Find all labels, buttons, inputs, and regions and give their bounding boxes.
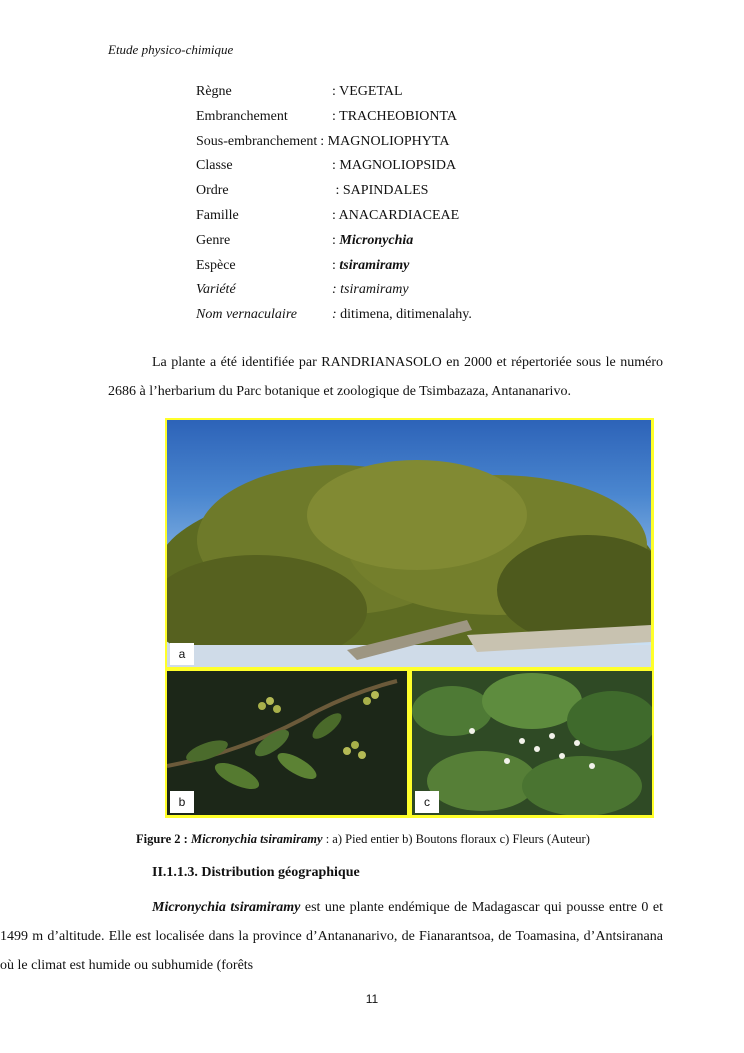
- taxonomy-value: : VEGETAL: [332, 84, 403, 99]
- taxonomy-value-prefix: :: [332, 307, 341, 323]
- buds-branch-illustration: [167, 671, 407, 815]
- taxonomy-label: Variété: [196, 282, 236, 298]
- taxonomy-label: Sous-embranchement: [196, 133, 318, 149]
- taxonomy-row: [196, 303, 472, 328]
- photo-flower-buds: [167, 671, 407, 815]
- distribution-paragraph: [0, 893, 663, 980]
- figure-caption: [136, 832, 590, 847]
- taxonomy-value: : SAPINDALES: [332, 183, 429, 199]
- taxonomy-label: Ordre: [196, 183, 229, 199]
- taxonomy-value: Micronychia: [339, 232, 414, 248]
- taxonomy-label: Embranchement: [196, 108, 288, 124]
- taxonomy-label: Classe: [196, 158, 233, 174]
- taxonomy-list: [196, 80, 472, 328]
- tree-canopy-illustration: [167, 420, 651, 667]
- figure-photo-collage: [165, 418, 654, 818]
- taxonomy-value: : ANACARDIACEAE: [332, 207, 460, 223]
- taxonomy-value: : tsiramiramy: [332, 282, 409, 298]
- panel-label-b: b: [170, 791, 194, 813]
- taxonomy-value-prefix: :: [332, 257, 340, 273]
- taxonomy-value: tsiramiramy: [339, 257, 410, 273]
- taxonomy-label: Espèce: [196, 257, 236, 273]
- flowers-foliage-illustration: [412, 671, 652, 815]
- taxonomy-row: [196, 130, 472, 155]
- taxonomy-value: : TRACHEOBIONTA: [332, 108, 458, 124]
- taxonomy-row: [196, 254, 472, 279]
- section-heading: II.1.1.3. Distribution géographique: [152, 865, 360, 880]
- taxonomy-label: Nom vernaculaire: [196, 307, 297, 323]
- caption-text: : a) Pied entier b) Boutons floraux c) Fleurs (Auteur): [322, 832, 590, 846]
- taxonomy-value: ditimena, ditimenalahy.: [340, 307, 472, 323]
- caption-species: Micronychia tsiramiramy: [190, 832, 323, 846]
- taxonomy-label: Genre: [196, 232, 231, 248]
- caption-label: Figure 2 :: [136, 832, 188, 846]
- taxonomy-row: [196, 278, 472, 303]
- photo-flowers: [412, 671, 652, 815]
- running-header: Etude physico-chimique: [108, 42, 234, 57]
- paragraph-lead-species: Micronychia tsiramiramy: [152, 900, 301, 915]
- taxonomy-row: [196, 105, 472, 130]
- taxonomy-row: [196, 229, 472, 254]
- panel-label-c: c: [415, 791, 439, 813]
- taxonomy-row: [196, 154, 472, 179]
- taxonomy-label: Règne: [196, 84, 232, 99]
- taxonomy-value-prefix: :: [332, 232, 340, 248]
- taxonomy-row: [196, 204, 472, 229]
- photo-whole-plant: [167, 420, 651, 667]
- taxonomy-row: [196, 80, 472, 105]
- taxonomy-label: Famille: [196, 207, 239, 223]
- paragraph-text: est une plante endémique de Madagascar qui pousse entre 0 et 1499 m d’altitude. Elle est localisée dans la province d’Antananarivo, de Fianarantsoa, de Toamasina, d’Antsiranana où le climat est humide ou subhumide (forêts: [0, 900, 663, 973]
- panel-label-a: a: [170, 643, 194, 665]
- taxonomy-value: : MAGNOLIOPHYTA: [320, 133, 450, 149]
- identification-paragraph: La plante a été identifiée par RANDRIANASOLO en 2000 et répertoriée sous le numéro 2686 à l’herbarium du Parc botanique et zoologique de Tsimbazaza, Antananarivo.: [108, 355, 663, 399]
- page-number: 11: [365, 992, 379, 1006]
- taxonomy-value: : MAGNOLIOPSIDA: [332, 158, 457, 174]
- taxonomy-row: [196, 179, 472, 204]
